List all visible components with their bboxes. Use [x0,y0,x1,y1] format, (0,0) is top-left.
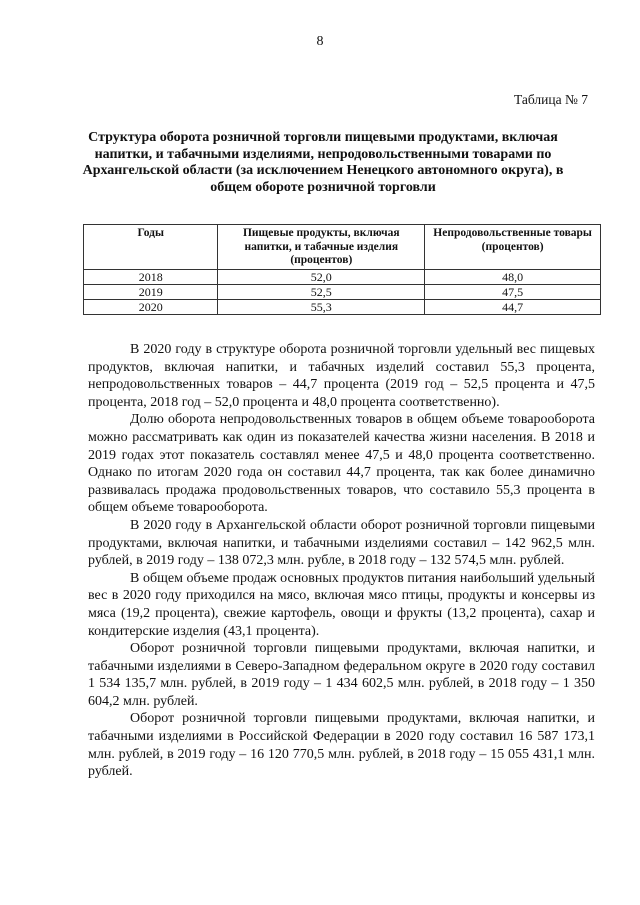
header-food: Пищевые продукты, включая напитки, и табачные изделия (процентов) [218,225,425,270]
cell-nonfood: 44,7 [425,300,601,315]
page-number: 8 [316,34,324,49]
table-header-row [84,225,601,270]
table-row [84,300,601,315]
paragraph: Оборот розничной торговли пищевыми продуктами, включая напитки, и табачными изделиями в Российской Федерации в 2020 году составил 16 587 173,1 млн. рублей, в 2019 году – 16 120 770,5 млн. рублей, в 2018 году – 15 055 431,1 млн. рублей. [88,711,595,780]
paragraph: В 2020 году в Архангельской области оборот розничной торговли пищевыми продуктами, включая напитки, и табачными изделиями составил – 142 962,5 млн. рублей, в 2019 году – 138 072,3 млн. рубле, в 2018 году – 132 574,5 млн. рублей. [88,517,595,569]
cell-nonfood: 47,5 [425,285,601,300]
cell-food: 52,5 [218,285,425,300]
cell-food: 55,3 [218,300,425,315]
cell-year: 2019 [84,285,218,300]
body-text [88,341,595,781]
table-title: Структура оборота розничной торговли пищевыми продуктами, включая напитки, и табачными изделиями, непродовольственными товарами по Архангельской области (за исключением Ненецкого автономного округа), в общем обороте розничной торговли [82,130,564,195]
table-row [84,270,601,285]
cell-nonfood: 48,0 [425,270,601,285]
paragraph: Оборот розничной торговли пищевыми продуктами, включая напитки, и табачными изделиями в Северо-Западном федеральном округе в 2020 году составил 1 534 135,7 млн. рублей, в 2019 году – 1 434 602,5 млн. рублей, в 2018 году – 1 350 604,2 млн. рублей. [88,641,595,709]
cell-year: 2018 [84,270,218,285]
data-table [83,224,601,315]
paragraph: Долю оборота непродовольственных товаров в общем объеме товарооборота можно рассматривать как один из показателей качества жизни населения. В 2018 и 2019 годах этот показатель составлял менее 47,5 и 48,0 процента соответственно. Однако по итогам 2020 года он составил 44,7 процента, так как более динамично развивалась продажа продовольственных товаров, что составило 55,3 процента в общем объеме товарооборота. [88,412,595,516]
paragraph: В 2020 году в структуре оборота розничной торговли удельный вес пищевых продуктов, включая напитки, и табачных изделий составил 55,3 процента, непродовольственных товаров – 44,7 процента (2019 год – 52,5 процента и 47,5 процента, 2018 год – 52,0 процента и 48,0 процента соответственно). [88,342,595,410]
table-row [84,285,601,300]
paragraph: В общем объеме продаж основных продуктов питания наибольший удельный вес в 2020 году приходился на мясо, включая мясо птицы, продукты и консервы из мяса (19,2 процента), свежие картофель, овощи и фрукты (13,2 процента), сахар и кондитерские изделия (43,1 процента). [88,570,595,639]
header-nonfood: Непродовольственные товары (процентов) [425,225,601,270]
header-years: Годы [84,225,218,270]
table-label: Таблица № 7 [514,92,588,107]
cell-year: 2020 [84,300,218,315]
cell-food: 52,0 [218,270,425,285]
